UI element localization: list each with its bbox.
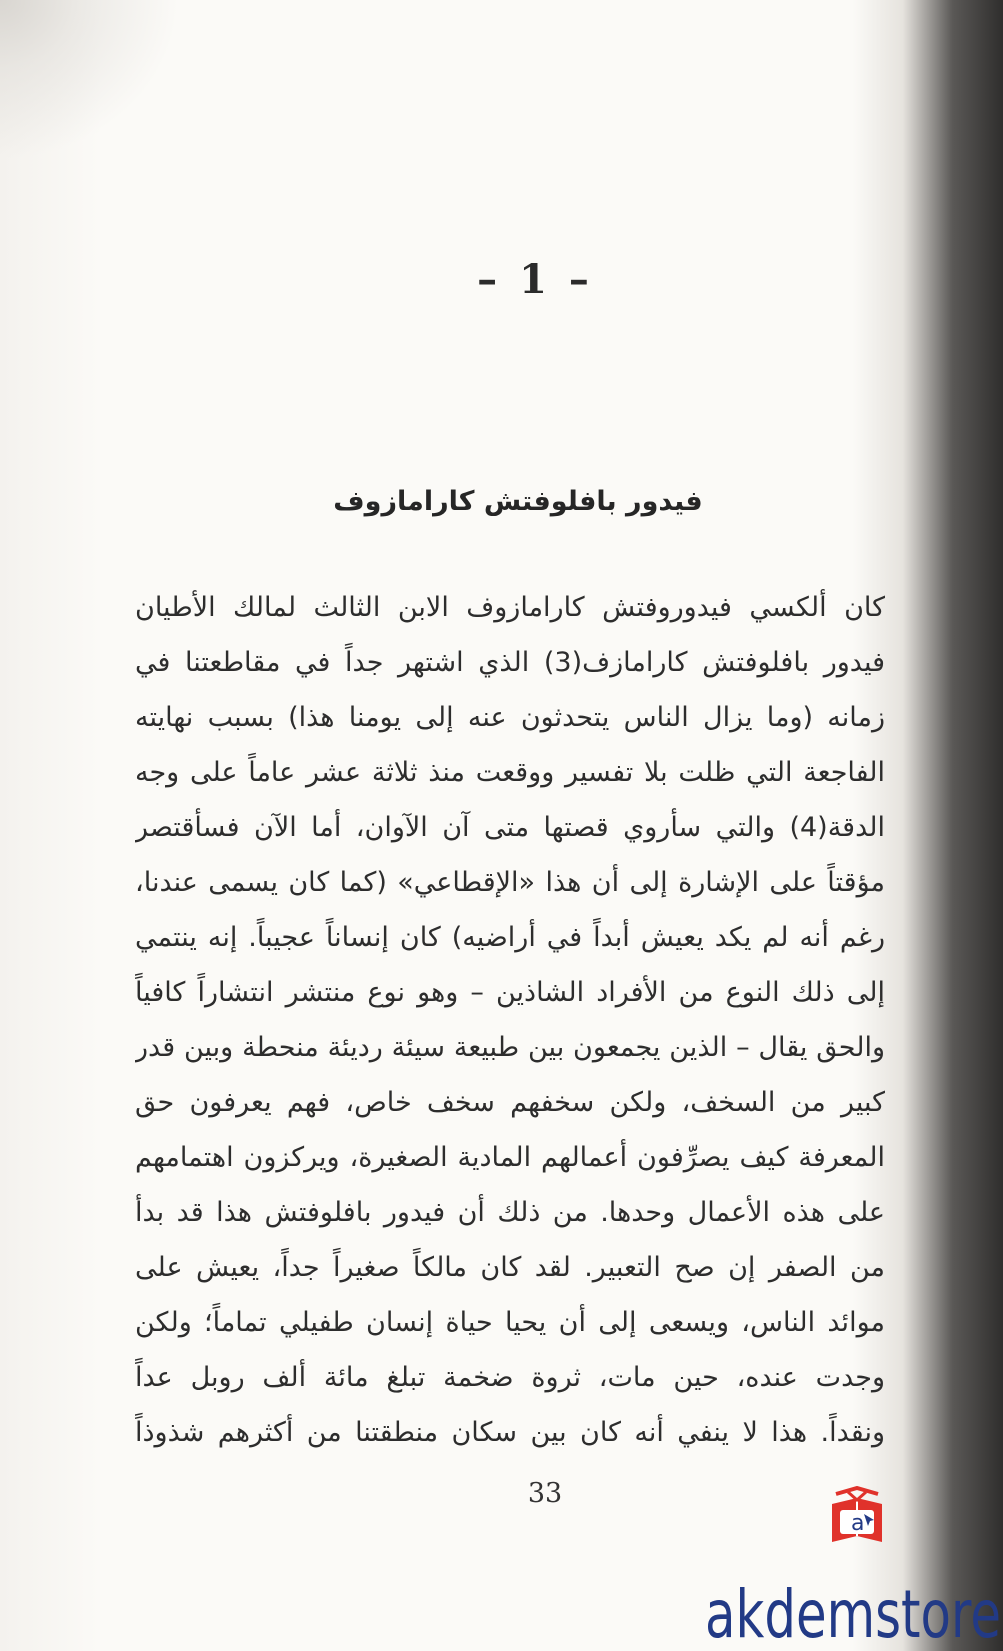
body-line: المعرفة كيف يصرِّفون أعمالهم المادية الصغيرة، ويركزون اهتمامهم — [135, 1142, 885, 1173]
chapter-number: – 1 – — [477, 256, 593, 303]
body-line: زمانه (وما يزال الناس يتحدثون عنه إلى يومنا هذا) بسبب نهايته — [135, 702, 885, 733]
watermark-text-label: akdemstore — [705, 1576, 1001, 1651]
chapter-title: فيدور بافلوفتش كارامازوف — [333, 486, 703, 517]
body-line: فيدور بافلوفتش كارامازف(3) الذي اشتهر جداً في مقاطعتنا في — [135, 647, 885, 678]
body-line: رغم أنه لم يكد يعيش أبداً في أراضيه) كان إنساناً عجيباً. إنه ينتمي — [135, 922, 885, 953]
watermark-text — [703, 1571, 1003, 1651]
page-corner-shadow — [0, 0, 180, 160]
body-line: كبير من السخف، ولكن سخفهم سخف خاص، فهم يعرفون حق — [135, 1087, 885, 1118]
body-line: الفاجعة التي ظلت بلا تفسير ووقعت منذ ثلاثة عشر عاماً على وجه — [135, 757, 885, 788]
body-line: إلى ذلك النوع من الأفراد الشاذين – وهو نوع منتشر انتشاراً كافياً — [135, 977, 885, 1008]
body-line: من الصفر إن صح التعبير. لقد كان مالكاً صغيراً جداً، يعيش على — [135, 1252, 885, 1283]
body-line: والحق يقال – الذين يجمعون بين طبيعة سيئة رديئة منحطة وبين قدر — [135, 1032, 885, 1063]
body-line: موائد الناس، ويسعى إلى أن يحيا حياة إنسان طفيلي تماماً؛ ولكن — [135, 1307, 885, 1338]
body-line: كان ألكسي فيدوروفتش كارامازوف الابن الثالث لمالك الأطيان — [135, 592, 885, 623]
page-number: 33 — [527, 1478, 563, 1509]
body-line: الدقة(4) والتي سأروي قصتها متى آن الآوان، أما الآن فسأقتصر — [135, 812, 885, 843]
store-watermark — [703, 1486, 1003, 1651]
body-line: على هذه الأعمال وحدها. من ذلك أن فيدور بافلوفتش هذا قد بدأ — [135, 1197, 885, 1228]
body-text — [135, 580, 885, 1460]
logo-letter: a — [851, 1511, 865, 1536]
body-line: ونقداً. هذا لا ينفي أنه كان بين سكان منطقتنا من أكثرهم شذوذاً — [135, 1417, 885, 1448]
book-logo-icon — [826, 1486, 888, 1548]
body-line: مؤقتاً على الإشارة إلى أن هذا «الإقطاعي» (كما كان يسمى عندنا، — [135, 867, 885, 898]
body-line: وجدت عنده، حين مات، ثروة ضخمة تبلغ مائة ألف روبل عداً — [135, 1362, 885, 1393]
